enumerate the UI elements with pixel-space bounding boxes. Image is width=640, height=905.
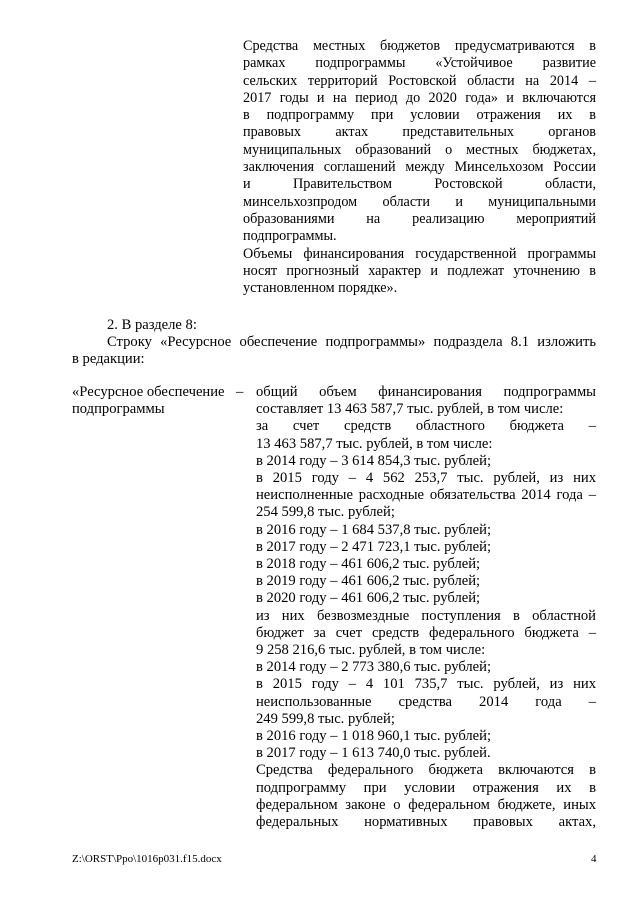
value-line: в 2016 году – 1 018 960,1 тыс. рублей; (256, 728, 492, 745)
value-line: 254 599,8 тыс. рублей; (256, 504, 395, 521)
value-line: неиспользованные средства 2014 года – (256, 693, 596, 710)
value-line: Средства федерального бюджета включаются в (256, 762, 596, 779)
value-line: в 2014 году – 2 773 380,6 тыс. рублей; (256, 659, 492, 676)
value-line: федеральных нормативных правовых актах, (256, 814, 596, 831)
value-line: в 2015 году – 4 101 735,7 тыс. рублей, из них (256, 676, 596, 693)
text-line: минсельхозпродом области и муниципальными (243, 193, 596, 210)
instruction-line: Строку «Ресурсное обеспечение подпрограммы» подраздела 8.1 изложить (107, 334, 596, 350)
text-line: заключения соглашений между Минсельхозом России (243, 159, 596, 176)
text-line: и Правительством Ростовской области, (243, 176, 596, 193)
text-line: Средства местных бюджетов предусматриваются в (243, 38, 596, 54)
value-line: за счет средств областного бюджета – (256, 418, 596, 435)
value-line: в 2014 году – 3 614 854,3 тыс. рублей; (256, 452, 492, 469)
value-line: в 2019 году – 461 606,2 тыс. рублей; (256, 573, 481, 590)
text-line: подпрограммы. (243, 228, 337, 245)
value-line: в 2020 году – 461 606,2 тыс. рублей; (256, 590, 481, 607)
label-line: «Ресурсное обеспечение (72, 384, 225, 400)
table-row-label (72, 384, 252, 418)
value-line: 249 599,8 тыс. рублей; (256, 710, 395, 727)
value-line: подпрограмму при условии отражения их в (256, 779, 596, 796)
value-line: 13 463 587,7 тыс. рублей, в том числе: (256, 435, 493, 452)
value-line: 9 258 216,6 тыс. рублей, в том числе: (256, 642, 486, 659)
table-row-value (256, 384, 596, 831)
footer-file-path: Z:\ORST\Ppo\1016p031.f15.docx (72, 853, 222, 865)
text-line: установленном порядке». (243, 280, 398, 297)
text-line: образованиями на реализацию мероприятий (243, 210, 596, 227)
text-line: правовых актах представительных органов (243, 124, 596, 141)
value-line: в 2015 году – 4 562 253,7 тыс. рублей, из них (256, 470, 596, 487)
text-line: Объемы финансирования государственной программы (243, 245, 596, 262)
value-line: в 2017 году – 1 613 740,0 тыс. рублей. (256, 745, 491, 762)
instruction-line: в редакции: (72, 351, 145, 367)
value-line: неисполненные расходные обязательства 2014 года – (256, 487, 596, 504)
text-line: рамках подпрограммы «Устойчивое развитие (243, 55, 596, 72)
value-line: составляет 13 463 587,7 тыс. рублей, в том числе: (256, 401, 564, 418)
page-number: 4 (591, 853, 597, 865)
section-heading: 2. В разделе 8: (107, 317, 197, 333)
value-line: в 2016 году – 1 684 537,8 тыс. рублей; (256, 521, 492, 538)
text-line: 2017 годы и на период до 2020 года» и включаются (243, 89, 596, 106)
top-text-block (243, 38, 596, 297)
text-line: в подпрограмму при условии отражения их в (243, 107, 596, 124)
text-line: носят прогнозный характер и подлежат уточнению в (243, 262, 596, 279)
value-line: общий объем финансирования подпрограммы (256, 384, 596, 400)
text-line: муниципальных образований о местных бюджетах, (243, 141, 596, 158)
value-line: в 2018 году – 461 606,2 тыс. рублей; (256, 556, 481, 573)
value-line: федеральном законе о федеральном бюджете, иных (256, 796, 596, 813)
label-line: подпрограммы (72, 401, 165, 418)
value-line: из них безвозмездные поступления в областной (256, 607, 596, 624)
value-line: бюджет за счет средств федерального бюджета – (256, 624, 596, 641)
value-line: в 2017 году – 2 471 723,1 тыс. рублей; (256, 538, 492, 555)
text-line: сельских территорий Ростовской области на 2014 – (243, 72, 596, 89)
separator-dash: – (236, 384, 244, 400)
